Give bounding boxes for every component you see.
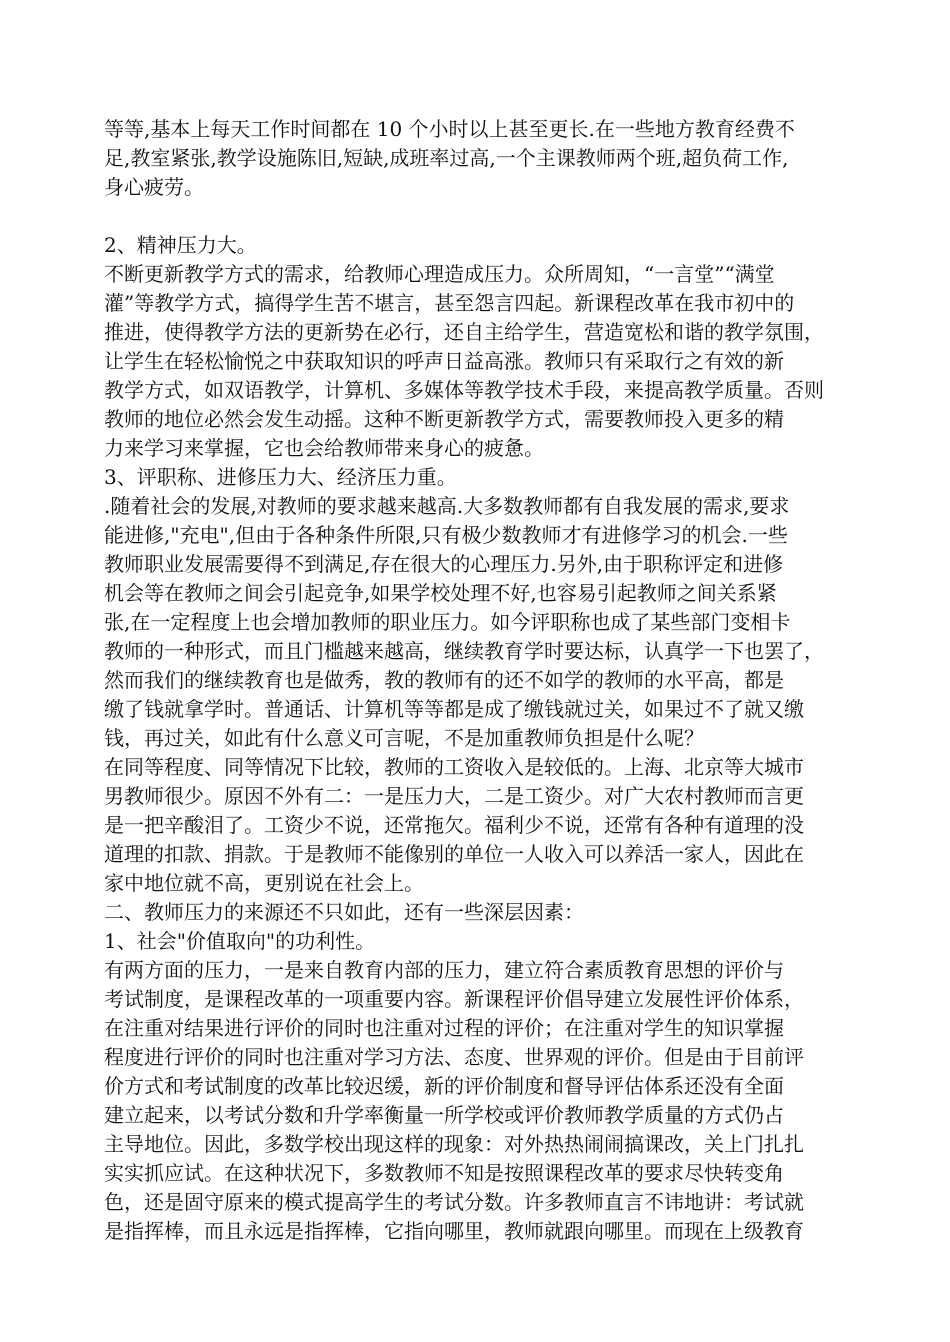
- text-line: 道理的扣款、捐款。于是教师不能像别的单位一人收入可以养活一家人，因此在: [104, 842, 804, 866]
- text-line: 力来学习来掌握，它也会给教师带来身心的疲惫。: [104, 436, 544, 460]
- text-line: 身心疲劳。: [104, 175, 204, 199]
- text-line: 建立起来，以考试分数和升学率衡量一所学校或评价教师教学质量的方式仍占: [104, 1103, 784, 1127]
- text-line: 能进修,"充电",但由于各种条件所限,只有极少数教师才有进修学习的机会.一些: [104, 523, 788, 547]
- text-line: 考试制度，是课程改革的一项重要内容。新课程评价倡导建立发展性评价体系，: [104, 987, 804, 1011]
- text-line: 主导地位。因此，多数学校出现这样的现象：对外热热闹闹搞课改，关上门扎扎: [104, 1132, 804, 1156]
- text-line: 让学生在轻松愉悦之中获取知识的呼声日益高涨。教师只有采取行之有效的新: [104, 349, 784, 373]
- text-line: 男教师很少。原因不外有二：一是压力大，二是工资少。对广大农村教师而言更: [104, 784, 804, 808]
- text-line: 张,在一定程度上也会增加教师的职业压力。如今评职称也成了某些部门变相卡: [104, 610, 791, 634]
- text-line: 价方式和考试制度的改革比较迟缓，新的评价制度和督导评估体系还没有全面: [104, 1074, 784, 1098]
- text-line: 缴了钱就拿学时。普通话、计算机等等都是成了缴钱就过关，如果过不了就又缴: [104, 697, 804, 721]
- text-line: 在注重对结果进行评价的同时也注重对过程的评价；在注重对学生的知识掌握: [104, 1016, 784, 1040]
- text-line: 教师的一种形式，而且门槛越来越高，继续教育学时要达标，认真学一下也罢了，: [104, 639, 824, 663]
- text-line: 足,教室紧张,教学设施陈旧,短缺,成班率过高,一个主课教师两个班,超负荷工作,: [104, 146, 789, 170]
- text-line: 等等,基本上每天工作时间都在 10 个小时以上甚至更长.在一些地方教育经费不: [104, 117, 795, 141]
- text-line: 家中地位就不高，更别说在社会上。: [104, 871, 424, 895]
- text-line: 然而我们的继续教育也是做秀，教的教师有的还不如学的教师的水平高，都是: [104, 668, 784, 692]
- text-line: 程度进行评价的同时也注重对学习方法、态度、世界观的评价。但是由于目前评: [104, 1045, 804, 1069]
- text-line: 实实抓应试。在这种状况下，多数教师不知是按照课程改革的要求尽快转变角: [104, 1161, 784, 1185]
- text-line: 是一把辛酸泪了。工资少不说，还常拖欠。福利少不说，还常有各种有道理的没: [104, 813, 804, 837]
- text-line: 二、教师压力的来源还不只如此，还有一些深层因素：: [104, 900, 584, 924]
- text-line: 机会等在教师之间会引起竞争,如果学校处理不好,也容易引起教师之间关系紧: [104, 581, 777, 605]
- text-line: 教学方式，如双语教学，计算机、多媒体等教学技术手段，来提高教学质量。否则: [104, 378, 824, 402]
- text-line: 色，还是固守原来的模式提高学生的考试分数。许多教师直言不讳地讲：考试就: [104, 1190, 804, 1214]
- text-line: 钱，再过关，如此有什么意义可言呢，不是加重教师负担是什么呢？: [104, 726, 704, 750]
- text-line: 在同等程度、同等情况下比较，教师的工资收入是较低的。上海、北京等大城市: [104, 755, 804, 779]
- text-line: 是指挥棒，而且永远是指挥棒，它指向哪里，教师就跟向哪里。而现在上级教育: [104, 1219, 804, 1243]
- text-line: 1、社会"价值取向"的功利性。: [104, 929, 376, 953]
- text-line: .随着社会的发展,对教师的要求越来越高.大多数教师都有自我发展的需求,要求: [104, 494, 790, 518]
- text-line: 灌”等教学方式，搞得学生苦不堪言，甚至怨言四起。新课程改革在我市初中的: [104, 291, 795, 315]
- text-line: 教师职业发展需要得不到满足,存在很大的心理压力.另外,由于职称评定和进修: [104, 552, 784, 576]
- text-line: 3、评职称、进修压力大、经济压力重。: [104, 465, 457, 489]
- blank-line: [104, 202, 850, 231]
- text-line: 有两方面的压力，一是来自教育内部的压力，建立符合素质教育思想的评价与: [104, 958, 784, 982]
- text-line: 2、精神压力大。: [104, 233, 257, 257]
- text-line: 推进，使得教学方法的更新势在必行，还自主给学生，营造宽松和谐的教学氛围，: [104, 320, 824, 344]
- text-line: 不断更新教学方式的需求，给教师心理造成压力。众所周知，“一言堂”“满堂: [104, 262, 775, 286]
- text-line: 教师的地位必然会发生动摇。这种不断更新教学方式，需要教师投入更多的精: [104, 407, 784, 431]
